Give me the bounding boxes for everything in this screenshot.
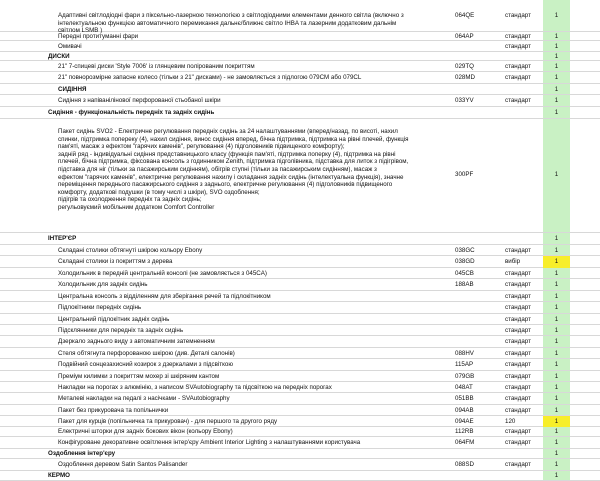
table-row [0, 302, 600, 314]
option-code: 088HV [455, 350, 474, 357]
option-description: Складані столики із покриттям з дерева [58, 258, 173, 265]
option-code: 094AB [455, 407, 474, 414]
option-code: 048AT [455, 384, 473, 391]
option-description: Омивачі [58, 43, 82, 50]
quantity-cell: 1 [554, 395, 559, 402]
option-code: 064FM [455, 439, 475, 446]
option-description: Подвійний сонцезахисний козирок з дзеркалами з підсвіткою [58, 361, 233, 368]
section-title: ДИСКИ [48, 53, 70, 60]
quantity-cell: 1 [554, 384, 559, 391]
option-description: Центральний підлокітник задніх сидінь [58, 316, 170, 323]
option-status: стандарт [505, 74, 531, 81]
quantity-cell: 1 [554, 247, 559, 254]
table-row [0, 393, 600, 405]
option-code: 115AP [455, 361, 474, 368]
table-row [0, 314, 600, 325]
option-status: стандарт [505, 281, 531, 288]
quantity-cell: 1 [554, 293, 559, 300]
option-code: 033YV [455, 97, 474, 104]
option-description: Складані столики обтягнуті шкірою кольору Ebony [58, 247, 203, 254]
option-description: Холодильник для задніх сидінь [58, 281, 148, 288]
quantity-cell: 1 [554, 86, 559, 93]
quantity-cell: 1 [554, 373, 559, 380]
option-description: Центральна консоль з відділенням для зберігання речей та підлокітником [58, 293, 271, 300]
quantity-cell: 1 [554, 327, 559, 334]
quantity-cell: 1 [554, 472, 559, 479]
option-description: Металеві накладки на педалі з насічками - SVAutobiography [58, 395, 230, 402]
option-status: стандарт [505, 428, 531, 435]
table-row [0, 32, 600, 41]
option-status: стандарт [505, 293, 531, 300]
section-header-row [0, 449, 600, 459]
quantity-cell: 1 [554, 350, 559, 357]
table-row [0, 256, 600, 268]
quantity-cell: 1 [554, 304, 559, 311]
table-row [0, 382, 600, 393]
option-status: стандарт [505, 395, 531, 402]
option-status: стандарт [505, 33, 531, 40]
option-status: стандарт [505, 63, 531, 70]
quantity-cell: 1 [554, 338, 559, 345]
table-row [0, 325, 600, 336]
table-row [0, 371, 600, 382]
table-row [0, 427, 600, 437]
option-status: стандарт [505, 338, 531, 345]
option-status: стандарт [505, 316, 531, 323]
option-status: стандарт [505, 439, 531, 446]
table-row [0, 41, 600, 52]
table-row [0, 0, 600, 35]
option-code: 064QE [455, 12, 475, 19]
option-code: 188AB [455, 281, 474, 288]
table-row [0, 279, 600, 291]
option-status: стандарт [505, 304, 531, 311]
option-status: стандарт [505, 461, 531, 468]
quantity-cell: 1 [554, 428, 559, 435]
option-status: стандарт [505, 97, 531, 104]
table-row [0, 119, 600, 233]
option-status: стандарт [505, 361, 531, 368]
table-row [0, 348, 600, 359]
option-description: 21" повнорозмірне запасне колесо (тільки з 21" дисками) - не замовляється з підлогою 079CM або 079CL [58, 74, 362, 81]
table-row [0, 336, 600, 348]
option-code: 088SD [455, 461, 474, 468]
section-title: КЕРМО [48, 472, 70, 479]
quantity-cell: 1 [554, 63, 559, 70]
quantity-cell: 1 [554, 97, 559, 104]
option-status: стандарт [505, 407, 531, 414]
option-description: Адаптивні світлодіодні фари з піксельно-лазерною технологією з світлодіодними елементами денного світла (включно з інтелектуальною функцією автоматичного перемикання дальнє/ближнє світло IHBA та лазерним додатковим дальнім світлом LSMB ) [58, 12, 404, 35]
option-status: стандарт [505, 247, 531, 254]
quantity-cell: 1 [554, 361, 559, 368]
table-row [0, 437, 600, 449]
option-status: стандарт [505, 43, 531, 50]
option-code: 064AP [455, 33, 474, 40]
quantity-cell: 1 [554, 461, 559, 468]
table-row [0, 359, 600, 371]
quantity-cell: 1 [554, 109, 559, 116]
option-code: 079GB [455, 373, 475, 380]
option-description: Підсклянники для передніх та задніх сидінь [58, 327, 184, 334]
quantity-cell: 1 [554, 439, 559, 446]
option-status: стандарт [505, 350, 531, 357]
option-description: 21" 7-спицеві диски 'Style 7006' із глянцевим полірованим покриттям [58, 63, 255, 70]
option-description: Електричні шторки для задніх бокових вікон (кольору Ebony) [58, 428, 233, 435]
section-title: СИДІННЯ [58, 86, 87, 93]
option-status: стандарт [505, 12, 531, 19]
option-code: 038GC [455, 247, 475, 254]
option-description: Накладки на порогах з алюмінію, з написом SVAutobiography та підсвіткою на передніх порогах [58, 384, 332, 391]
quantity-cell: 1 [554, 33, 559, 40]
table-row [0, 61, 600, 72]
option-code: 038GD [455, 258, 475, 265]
option-description: Стеля обтягнута перфорованою шкірою (див. Деталі салонів) [58, 350, 235, 357]
option-status: стандарт [505, 327, 531, 334]
option-status: стандарт [505, 384, 531, 391]
quantity-cell: 1 [554, 281, 559, 288]
quantity-cell: 1 [554, 407, 559, 414]
section-title: ІНТЕР'ЄР [48, 235, 77, 242]
quantity-cell: 1 [554, 316, 559, 323]
option-code: 029TQ [455, 63, 474, 70]
quantity-cell: 1 [554, 171, 559, 178]
section-header-row [0, 233, 600, 245]
table-row [0, 268, 600, 279]
quantity-cell: 1 [554, 74, 559, 81]
option-code: 094AE [455, 418, 474, 425]
option-code: 051BB [455, 395, 474, 402]
table-row [0, 95, 600, 107]
quantity-cell: 1 [543, 416, 570, 427]
option-status: вибір [505, 258, 521, 265]
option-description: Дзеркало заднього виду з автоматичним затемненням [58, 338, 215, 345]
table-row [0, 459, 600, 471]
option-description: Пакет сидінь SVO2 - Електричне регулювання передніх сидінь за 24 налаштуваннями (вперед/назад, по висоті, нахил спинки, підтримка попереку (4), нахил сидіння, винос сидіння вперед, бічна підтримка, підтримка на рівні плечей, функція пам'яті, масаж з ефектом "гарячих каменів", регулювання (4) підголовників підвищеного комфорту); задній ряд - індивідуальні сидіння представницького класу (функція пам'яті, підтримка поперку (4), підтримка на рівні плечей, бічна підтримка, фіксована консоль з годинником Zenith, підтримка підголівника, підставка для литок з підігрівом, підставка для ніг (тільки за пасажирським сидінням), обігрів ступні (тільки за пасажирським сидінням), масаж з ефектом "гарячих каменів", електричне регулювання нахилу і складання задніх сидінь (інтелектуальна функція), значне переміщення переднього пасажирського сидіння з заднього, електричне регулювання (4) підголовників підвищеного комфорту, додаткові подушки (в тому числі з шкіри), SVO оздоблення; підігрів та охолодження передніх та задніх сидінь; регульовуємий мобільним додатком Comfort Controller [58, 128, 409, 211]
quantity-cell: 1 [554, 43, 559, 50]
section-title: Оздоблення інтер'єру [48, 450, 116, 457]
option-description: Пакет без прикуровача та попільнички [58, 407, 169, 414]
quantity-cell: 1 [554, 12, 559, 19]
quantity-cell: 1 [554, 235, 559, 242]
section-title: Сидіння - функціональність передніх та задніх сидінь [48, 109, 215, 116]
option-description: Оздоблення деревом Satin Santos Palisander [58, 461, 188, 468]
table-row [0, 416, 600, 427]
option-description: Пакет для курців (попільничка та прикуровач) - для першого та другого ряду [58, 418, 278, 425]
option-description: Сидіння з напіванілінової перфорованої стьобаної шкіри [58, 97, 221, 104]
option-description: Преміум килимки з покриттям мохер зі шкіряним кантом [58, 373, 220, 380]
table-row [0, 291, 600, 302]
option-description: Підлокітники передніх сидінь [58, 304, 142, 311]
table-row [0, 405, 600, 416]
section-header-row [0, 107, 600, 119]
option-status: стандарт [505, 373, 531, 380]
quantity-cell: 1 [543, 256, 570, 268]
quantity-cell: 1 [554, 450, 559, 457]
option-code: 045CB [455, 270, 474, 277]
option-status: стандарт [505, 270, 531, 277]
option-code: 028MD [455, 74, 475, 81]
table-row [0, 245, 600, 256]
table-row [0, 72, 600, 84]
option-description: Холодильник в передній центральній консолі (не замовляється з 045CA) [58, 270, 267, 277]
option-code: 300PF [455, 171, 474, 178]
option-description: Конфігуроване декоративне освітлення інтер'єру Ambient Interior Lighting з налаштуваннями користувача [58, 439, 361, 446]
section-header-row [0, 52, 600, 61]
section-header-row [0, 84, 600, 95]
option-status: 120 [505, 418, 516, 425]
quantity-cell: 1 [554, 270, 559, 277]
option-code: 112RB [455, 428, 474, 435]
quantity-cell: 1 [554, 53, 559, 60]
option-description: Передні протитуманні фари [58, 33, 139, 40]
